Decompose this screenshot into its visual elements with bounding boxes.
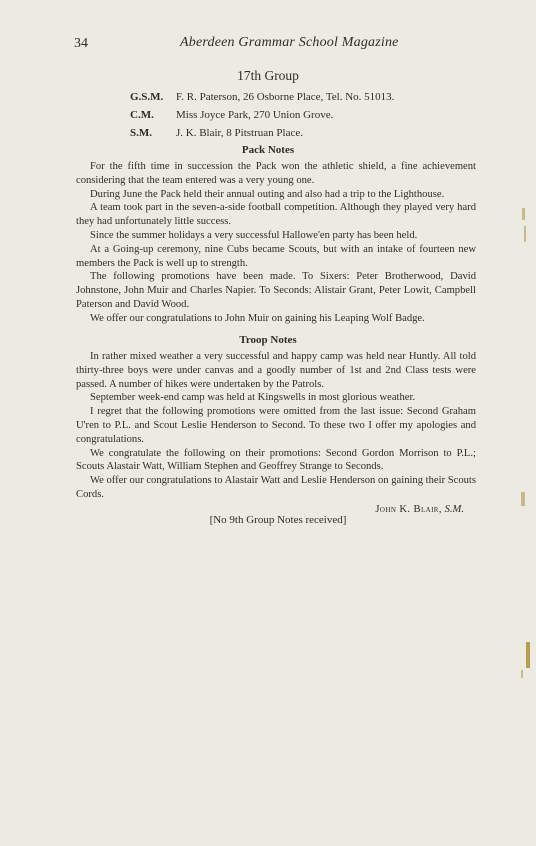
troop-paragraph: I regret that the following promotions were omitted from the last issue: Second Graham U'ren to P.L. and Scout Leslie Henderson to Second. To these two I offer my apologies and congratulations.	[76, 406, 476, 445]
troop-paragraph: In rather mixed weather a very successful and happy camp was held near Huntly. All told thirty-three boys were under canvas and a goodly number of 1st and 2nd Class tests were passed. A number of hikes were undertaken by the Patrols.	[76, 351, 476, 390]
group-heading: 17th Group	[237, 68, 299, 83]
officer-detail: J. K. Blair, 8 Pitstruan Place.	[176, 127, 303, 139]
troop-notes-heading: Troop Notes	[239, 334, 297, 346]
troop-paragraph: September week-end camp was held at Kingswells in most glorious weather.	[90, 392, 416, 404]
officer-row-sm	[130, 124, 394, 142]
pack-paragraph: During June the Pack held their annual outing and also had a trip to the Lighthouse.	[90, 188, 445, 200]
pack-notes-body	[76, 160, 476, 326]
officer-detail: Miss Joyce Park, 270 Union Grove.	[176, 109, 334, 121]
signature-title: S.M.	[444, 503, 464, 515]
officer-role: S.M.	[130, 127, 152, 139]
page-edge-mark	[521, 670, 523, 678]
troop-paragraph: We congratulate the following on their promotions: Second Gordon Morrison to P.L.; Scouts Alastair Watt, William Stephen and Geoffrey Strange to Seconds.	[76, 447, 476, 473]
pack-paragraph: The following promotions have been made. To Sixers: Peter Brotherwood, David Johnstone, John Muir and Charles Napier. To Seconds: Alistair Grant, Peter Lowit, Campbell Paterson and David Wood.	[76, 271, 476, 310]
pack-paragraph: For the fifth time in succession the Pack won the athletic shield, a fine achievement considering that the team entered was a very young one.	[76, 161, 476, 186]
pack-paragraph: At a Going-up ceremony, nine Cubs became Scouts, but with an intake of fourteen new members the Pack is well up to strength.	[76, 243, 476, 269]
running-head	[74, 36, 474, 54]
pack-paragraph: Since the summer holidays a very successful Hallowe'en party has been held.	[90, 229, 418, 241]
officer-row-cm	[130, 106, 394, 124]
pack-paragraph: We offer our congratulations to John Muir on gaining his Leaping Wolf Badge.	[90, 312, 425, 324]
officer-detail: F. R. Paterson, 26 Osborne Place, Tel. No. 51013.	[176, 91, 395, 103]
troop-notes-body	[76, 350, 476, 517]
page-edge-mark	[524, 226, 526, 242]
officer-role: C.M.	[130, 109, 154, 121]
page-edge-mark	[526, 642, 530, 668]
no-ninth-group-note: [No 9th Group Notes received]	[209, 514, 347, 526]
officer-row-gsm	[130, 88, 394, 106]
pack-paragraph: A team took part in the seven-a-side football competition. Although they played very hard they had unfortunately little success.	[76, 202, 476, 228]
page-edge-mark	[522, 208, 525, 220]
page-edge-mark	[521, 492, 525, 506]
journal-title: Aberdeen Grammar School Magazine	[180, 35, 399, 50]
page-number: 34	[74, 36, 88, 51]
officer-role: G.S.M.	[130, 91, 164, 103]
officers-list	[130, 88, 394, 142]
signature-name: John K. Blair,	[375, 503, 442, 515]
troop-paragraph: We offer our congratulations to Alastair Watt and Leslie Henderson on gaining their Scouts Cords.	[76, 475, 476, 500]
pack-notes-heading: Pack Notes	[241, 144, 295, 156]
